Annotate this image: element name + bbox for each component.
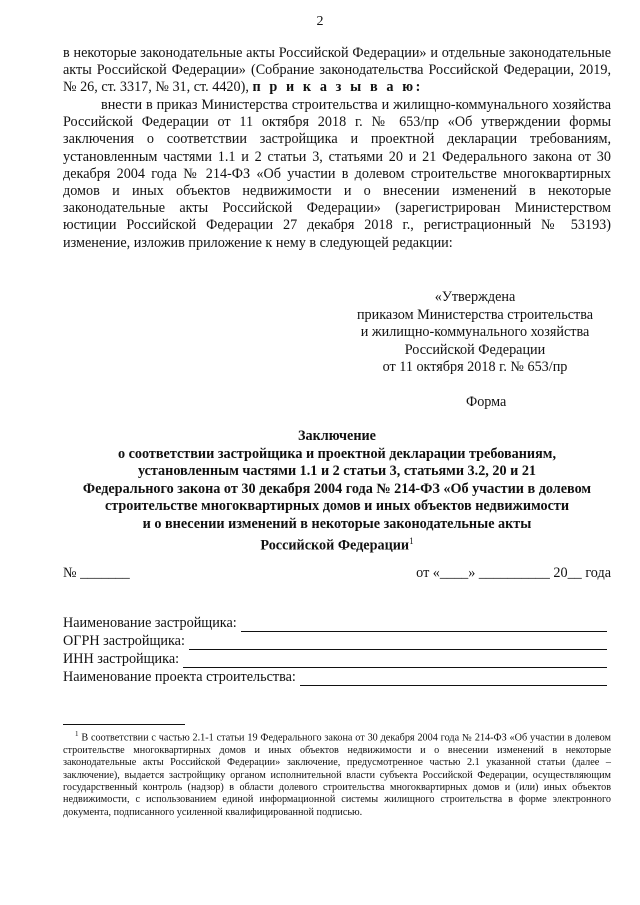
title-line: Российской Федерации: [260, 537, 410, 554]
order-word: п р и к а з ы в а ю:: [252, 79, 423, 96]
intro-paragraph: [63, 45, 611, 97]
amendment-paragraph: внести в приказ Министерства строительства и жилищно-коммунального хозяйства Российской Федерации от 11 октября 2018 г. № 653/пр «Об утверждении формы заключения о соответствии застройщика и проектной декларации требованиям, установленным частями 1.1 и 2 статьи 3, статьями 20 и 21 Федерального закона от 30 декабря 2004 года № 214-ФЗ «Об участии в долевом строительстве многоквартирных домов и иных объектов недвижимости и о внесении изменений в некоторые законодательные акты Российской Федерации» (зарегистрирован Министерством юстиции Российской Федерации 27 декабря 2018 г., регистрационный № 53193) изменение, изложив приложение к нему в следующей редакции:: [63, 97, 611, 251]
title-line: строительстве многоквартирных домов и иных объектов недвижимости: [104, 498, 570, 514]
approval-line: Российской Федерации: [404, 341, 546, 358]
project-name-field[interactable]: [63, 668, 607, 686]
field-label: Наименование проекта строительства:: [63, 669, 296, 685]
title-line: о соответствии застройщика и проектной декларации требованиям,: [117, 445, 556, 462]
fill-line[interactable]: [183, 654, 607, 668]
title-line: Заключение: [298, 428, 376, 444]
footnote-mark: 1: [75, 730, 79, 738]
page-number: 2: [316, 14, 324, 29]
inn-field[interactable]: [63, 650, 607, 668]
document-title: [63, 428, 611, 555]
field-label: Наименование застройщика:: [63, 615, 237, 631]
approval-line: приказом Министерства строительства: [356, 306, 594, 323]
title-line-last: [63, 533, 611, 555]
approval-line: и жилищно-коммунального хозяйства: [360, 324, 590, 340]
footnote-reference[interactable]: 1: [409, 536, 414, 546]
fill-line[interactable]: [241, 618, 607, 632]
approval-line: «Утверждена: [434, 289, 516, 305]
form-label: Форма: [466, 394, 507, 410]
title-line: и о внесении изменений в некоторые законодательные акты: [142, 515, 532, 532]
document-number-field[interactable]: № _______: [63, 565, 130, 581]
title-line: Федерального закона от 30 декабря 2004 года № 214-ФЗ «Об участии в долевом: [82, 480, 592, 497]
title-line: установленным частями 1.1 и 2 статьи 3, статьями 3.2, 20 и 21: [137, 463, 537, 479]
ogrn-field[interactable]: [63, 632, 607, 650]
developer-name-field[interactable]: [63, 614, 607, 632]
field-label: ОГРН застройщика:: [63, 633, 185, 649]
intro-continuation-text: в некоторые законодательные акты Российской Федерации» и отдельные законодательные акты Российской Федерации» (Собрание законодательства Российской Федерации, 2019, № 26, ст. 3317, № 31, ст. 4420),: [63, 45, 611, 96]
approval-stamp-block: [340, 289, 610, 377]
field-label: ИНН застройщика:: [63, 651, 180, 667]
document-date-field[interactable]: от «____» __________ 20__ года: [416, 565, 611, 581]
footnote-separator: [63, 724, 185, 725]
footnote: [63, 728, 611, 819]
fill-line[interactable]: [300, 672, 607, 686]
approval-line: от 11 октября 2018 г. № 653/пр: [382, 359, 568, 375]
footnote-text: В соответствии с частью 2.1-1 статьи 19 Федерального закона от 30 декабря 2004 года № 214-ФЗ «Об участии в долевом строительстве многоквартирных домов и иных объектов недвижимости и о внесении изменений в некоторые законодательные акты Российской Федерации» заключение, предусмотренное частью 2.1 указанной статьи (далее – заключение), выдается застройщику органом исполнительной власти субъекта Российской Федерации, осуществляющим государственный контроль (надзор) в области долевого строительства многоквартирных домов и (или) иных объектов недвижимости, с использованием единой информационной системы жилищного строительства в форме электронного документа, подписанного усиленной квалифицированной подписью.: [63, 732, 611, 818]
fill-line[interactable]: [189, 636, 607, 650]
